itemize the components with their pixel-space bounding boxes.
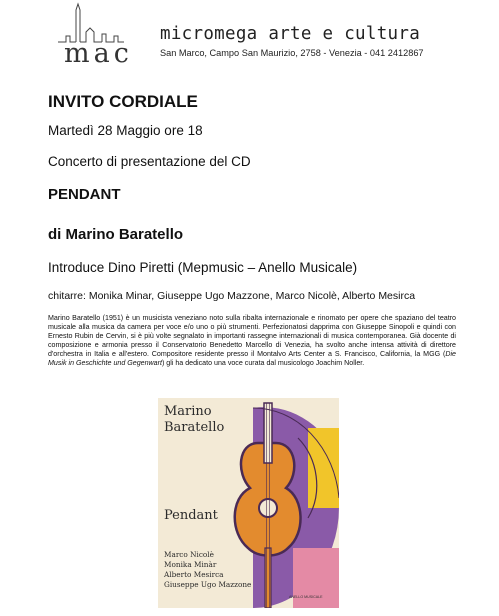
logo-text: mac [64, 38, 133, 69]
cover-performer: Alberto Mesirca [164, 570, 224, 579]
cover-composer [164, 404, 254, 436]
composer-biography [48, 314, 456, 369]
album-title: PENDANT [48, 186, 121, 203]
cover-performer: Monika Minàr [164, 560, 217, 569]
cover-performer: Marco Nicolè [164, 550, 214, 559]
cover-performers [164, 550, 251, 590]
organization-address: San Marco, Campo San Maurizio, 2758 - Venezia - 041 2412867 [160, 48, 424, 58]
letterhead [0, 0, 499, 80]
invitation-heading: INVITO CORDIALE [48, 92, 198, 111]
introduction-line: Introduce Dino Piretti (Mepmusic – Anello Musicale) [48, 260, 358, 275]
cover-album-title: Pendant [164, 508, 218, 523]
record-label: ANELLO MUSICALE [289, 595, 323, 599]
album-cover [158, 398, 339, 608]
bio-text-2: ) gli ha dedicato una voce curata dal musicologo Joachim Noller. [161, 359, 365, 368]
event-description: Concerto di presentazione del CD [48, 154, 251, 169]
bio-italic-title: Die Musik in Geschichte und Gegenwart [48, 350, 456, 368]
guitarists-line: chitarre: Monika Minar, Giuseppe Ugo Mazzone, Marco Nicolè, Alberto Mesirca [48, 290, 416, 302]
cover-composer-last: Baratello [164, 420, 225, 435]
organization-name: micromega arte e cultura [160, 24, 421, 44]
event-date: Martedì 28 Maggio ore 18 [48, 123, 203, 138]
composer-name: di Marino Baratello [48, 226, 184, 243]
bio-text-1: Marino Baratello (1951) è un musicista veneziano noto sulla ribalta internazionale e rinomato per opere che spaziano del teatro musicale alla musica da camera per voce e/o uno o più strumenti. Perfezionatosi dapprima con Giuseppe Sinopoli e quindi con Ernesto Rubin de Cervin, si è più volte segnalato in importanti rassegne internazionali di musica contemporanea. Già docente di composizione e armonia presso il Conservatorio Benedetto Marcello di Venezia, ha svolto anche intensa attività di direttore d'orchestra in Italia e all'estero. Compositore residente presso il Montalvo Arts Center a S. Francisco, California, la MGG ( [48, 314, 456, 359]
cover-performer: Giuseppe Ugo Mazzone [164, 580, 252, 589]
cover-composer-first: Marino [164, 404, 212, 419]
